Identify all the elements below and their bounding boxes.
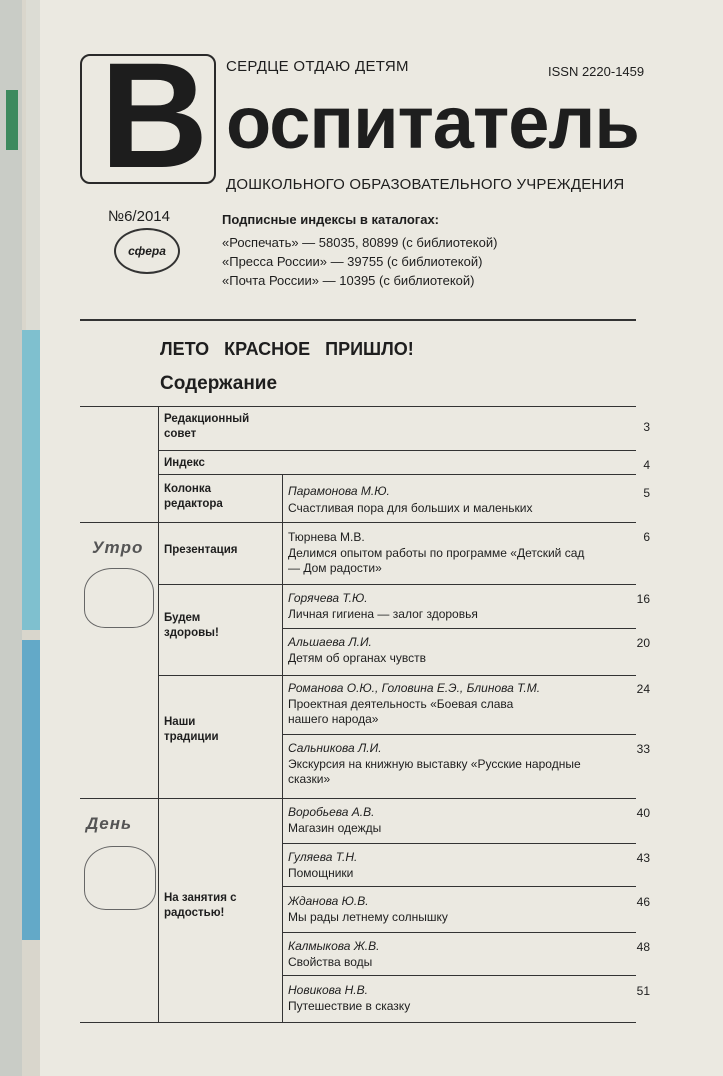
child-illustration <box>84 846 156 910</box>
table-rule <box>158 406 159 1022</box>
entry-author: Воробьева А.В. <box>288 805 375 819</box>
page-number: 6 <box>643 530 650 544</box>
divider <box>80 319 636 321</box>
entry-author: Калмыкова Ж.В. <box>288 939 380 953</box>
page-number: 33 <box>636 742 650 756</box>
page-number: 40 <box>636 806 650 820</box>
entry-title: Свойства воды <box>288 955 373 969</box>
book-edge <box>0 0 22 1076</box>
table-rule <box>282 886 636 887</box>
entry-title: Личная гигиена — залог здоровья <box>288 607 478 621</box>
subscription-line: «Почта России» — 10395 (с библиотекой) <box>222 273 475 288</box>
subscription-heading: Подписные индексы в каталогах: <box>222 212 440 227</box>
page-number: 43 <box>636 851 650 865</box>
page-number: 46 <box>636 895 650 909</box>
page-number: 48 <box>636 940 650 954</box>
entry-title: Путешествие в сказку <box>288 999 411 1013</box>
contents-title: Содержание <box>160 373 278 394</box>
entry-title: Проектная деятельность «Боевая слава нашего народа» <box>288 697 514 726</box>
publisher-logo: сфера <box>114 228 180 274</box>
section-label: Колонка редактора <box>164 483 223 510</box>
book-edge-cover <box>22 640 40 940</box>
entry-author: Жданова Ю.В. <box>288 894 369 908</box>
motto: СЕРДЦЕ ОТДАЮ ДЕТЯМ <box>226 58 409 75</box>
issue-headline: ЛЕТО КРАСНОЕ ПРИШЛО! <box>160 339 414 359</box>
magazine-title: оспитатель <box>226 81 639 164</box>
part-label-morning: Утро <box>92 538 144 557</box>
entry-title: Делимся опытом работы по программе «Детский сад — Дом радости» <box>288 546 585 575</box>
entry-author: Горячева Т.Ю. <box>288 591 368 605</box>
entry-title: Детям об органах чувств <box>288 651 426 665</box>
entry-author: Гуляева Т.Н. <box>288 850 358 864</box>
page-number: 3 <box>643 420 650 434</box>
entry-title: Помощники <box>288 866 354 880</box>
table-rule <box>158 450 636 451</box>
page-number: 20 <box>636 636 650 650</box>
issn: ISSN 2220-1459 <box>548 64 645 79</box>
magazine-subtitle: ДОШКОЛЬНОГО ОБРАЗОВАТЕЛЬНОГО УЧРЕЖДЕНИЯ <box>226 176 625 193</box>
table-rule <box>80 1022 636 1023</box>
section-label: Индекс <box>164 457 205 469</box>
book-edge-accent <box>6 90 18 150</box>
book-edge-cover <box>22 330 40 630</box>
section-label: Будем здоровы! <box>164 612 219 639</box>
entry-title: Мы рады летнему солнышку <box>288 910 448 924</box>
section-label: На занятия с радостью! <box>164 892 237 919</box>
page-number: 51 <box>636 984 650 998</box>
page-number: 16 <box>636 592 650 606</box>
table-rule <box>158 584 636 585</box>
table-rule <box>282 734 636 735</box>
entry-title: Магазин одежды <box>288 821 382 835</box>
logo-letter: В <box>100 31 209 199</box>
entry-author: Тюрнева М.В. <box>288 530 365 544</box>
entry-author: Романова О.Ю., Головина Е.Э., Блинова Т.М. <box>288 681 541 695</box>
section-label: Редакционный совет <box>164 413 250 440</box>
page-number: 5 <box>643 486 650 500</box>
subscription-line: «Пресса России» — 39755 (с библиотекой) <box>222 254 483 269</box>
table-rule <box>80 798 636 799</box>
table-rule <box>282 474 283 1022</box>
issue-number: №6/2014 <box>108 208 170 225</box>
part-label-day: День <box>86 814 133 833</box>
table-rule <box>158 675 636 676</box>
section-label: Наши традиции <box>164 716 219 743</box>
table-rule <box>282 628 636 629</box>
table-rule <box>282 975 636 976</box>
book-edge <box>26 0 40 330</box>
entry-author: Новикова Н.В. <box>288 983 368 997</box>
child-illustration <box>84 568 154 628</box>
table-rule <box>282 932 636 933</box>
entry-title: Счастливая пора для больших и маленьких <box>288 501 533 515</box>
section-label: Презентация <box>164 544 238 556</box>
table-rule <box>80 522 636 523</box>
entry-author: Альшаева Л.И. <box>288 635 372 649</box>
entry-author: Парамонова М.Ю. <box>288 484 390 498</box>
table-rule <box>158 474 636 475</box>
page-number: 4 <box>643 458 650 472</box>
page-number: 24 <box>636 682 650 696</box>
entry-title: Экскурсия на книжную выставку «Русские народные сказки» <box>288 757 581 786</box>
entry-author: Сальникова Л.И. <box>288 741 382 755</box>
subscription-line: «Роспечать» — 58035, 80899 (с библиотекой) <box>222 235 498 250</box>
table-rule <box>80 406 636 407</box>
table-rule <box>282 843 636 844</box>
